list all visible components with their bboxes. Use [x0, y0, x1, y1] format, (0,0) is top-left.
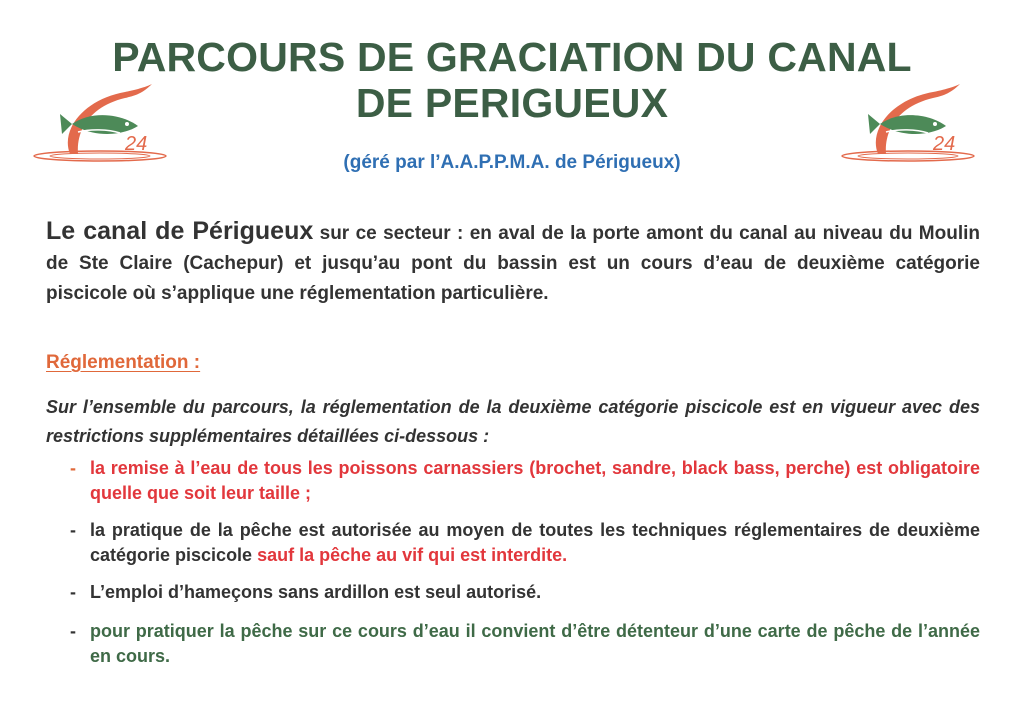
list-item [70, 518, 980, 568]
list-item [70, 456, 980, 506]
list-dash: - [70, 458, 76, 478]
general-rule-text: Sur l’ensemble du parcours, la réglementation de la deuxième catégorie piscicole est en vigueur avec des restrictions supplémentaires détaillées ci-dessous : [46, 397, 980, 446]
list-dash: - [70, 621, 76, 641]
rule-text: pour pratiquer la pêche sur ce cours d’eau il convient d’être détenteur d’une carte de pêche de l’année en cours. [90, 621, 980, 666]
intro-paragraph [46, 216, 980, 309]
rule-text: la remise à l’eau de tous les poissons carnassiers (brochet, sandre, black bass, perche) est obligatoire quelle que soit leur taille ; [90, 458, 980, 503]
page-subtitle: (géré par l’A.A.P.P.M.A. de Périgueux) [343, 152, 681, 173]
list-dash: - [70, 582, 76, 602]
intro-lead: Le canal de Périgueux [46, 217, 314, 245]
intro-text: sur ce secteur : en aval de la porte amont du canal au niveau du Moulin de Ste Claire (Cachepur) et jusqu’au pont du bassin est un cours d’eau de deuxième catégorie piscicole où s’applique une réglementation particulière. [46, 223, 980, 304]
rule-text: la pratique de la pêche est autorisée au moyen de toutes les techniques réglementaires de deuxième catégorie piscicole [90, 520, 980, 565]
logo-number: 24 [933, 133, 956, 155]
list-item [70, 580, 980, 605]
rules-list [70, 456, 980, 669]
logo-number: 24 [125, 133, 148, 155]
rule-text-highlight: sauf la pêche au vif qui est interdite. [257, 545, 568, 565]
list-dash: - [70, 520, 76, 540]
section-heading: Réglementation : [46, 352, 201, 373]
list-item [70, 619, 980, 669]
page-title-line-1: PARCOURS DE GRACIATION DU CANAL [112, 34, 912, 80]
rule-text: L’emploi d’hameçons sans ardillon est seul autorisé. [90, 582, 542, 602]
page-title-line-2: DE PERIGUEUX [355, 80, 669, 126]
